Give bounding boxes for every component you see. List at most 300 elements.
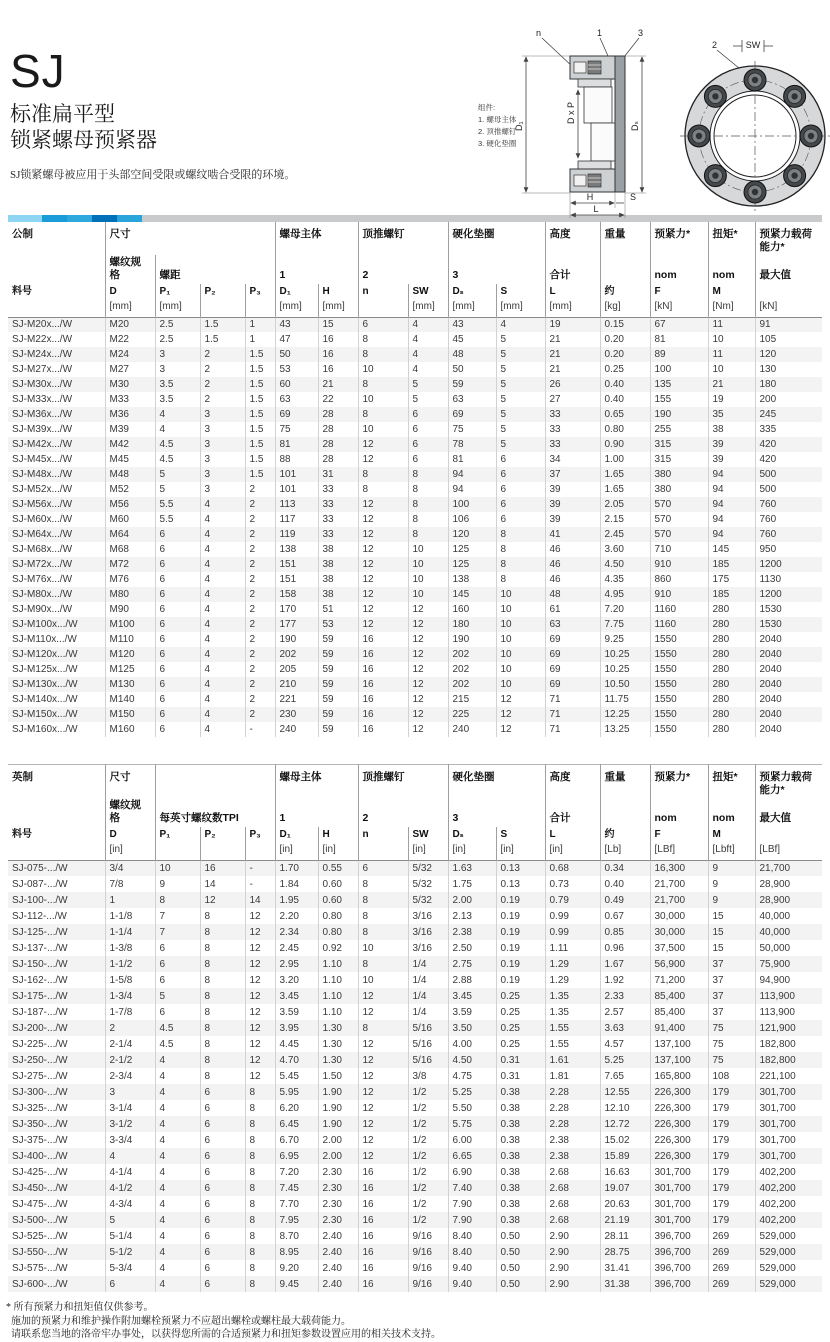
cell: 121,900 xyxy=(755,1020,822,1036)
cell: 71 xyxy=(545,707,600,722)
cell: 4 xyxy=(155,1132,200,1148)
header-cell: 料号 xyxy=(12,829,32,840)
table-row xyxy=(8,1052,822,1068)
cell: 2 xyxy=(200,347,245,362)
cell: 38 xyxy=(708,422,755,437)
cell: 8 xyxy=(358,482,408,497)
cell: 12 xyxy=(358,512,408,527)
cell: 6 xyxy=(200,1228,245,1244)
cell: 3.50 xyxy=(448,1020,496,1036)
cell: 179 xyxy=(708,1164,755,1180)
cell: 0.50 xyxy=(496,1244,545,1260)
cell: 5.25 xyxy=(448,1084,496,1100)
cell: 8 xyxy=(408,527,448,542)
cell: 0.25 xyxy=(600,362,650,377)
cell: SJ-M22x.../W xyxy=(12,334,73,345)
cell: 529,000 xyxy=(755,1276,822,1292)
cell: 15.89 xyxy=(600,1148,650,1164)
cell: 12 xyxy=(496,707,545,722)
table-row xyxy=(8,1212,822,1228)
cell: 177 xyxy=(275,617,318,632)
cell: 101 xyxy=(275,482,318,497)
cell: 6.95 xyxy=(275,1148,318,1164)
legend-title: 组件: xyxy=(478,103,496,112)
header-cell: nom xyxy=(650,255,708,283)
cell: 6 xyxy=(200,1164,245,1180)
cell: 1.5 xyxy=(245,407,275,422)
cell: 0.25 xyxy=(496,1004,545,1020)
cell: 5/16 xyxy=(408,1036,448,1052)
cell: 1.30 xyxy=(318,1036,358,1052)
cell: 5 xyxy=(496,437,545,452)
cell: 2 xyxy=(245,692,275,707)
cell: 12 xyxy=(496,722,545,737)
cell: 27 xyxy=(545,392,600,407)
cell: 7.65 xyxy=(600,1068,650,1084)
cell: 12 xyxy=(245,1068,275,1084)
header-cell: 英制 xyxy=(12,771,33,783)
cell: 0.55 xyxy=(318,860,358,876)
cell: 1/2 xyxy=(408,1132,448,1148)
cell: 3-1/4 xyxy=(105,1100,155,1116)
cell: M150 xyxy=(105,707,155,722)
cell: 3.63 xyxy=(600,1020,650,1036)
cell: 2.40 xyxy=(318,1276,358,1292)
cell: 2.40 xyxy=(318,1228,358,1244)
cell: SJ-575-.../W xyxy=(12,1262,68,1274)
cell: 94,900 xyxy=(755,972,822,988)
cell: 4.75 xyxy=(448,1068,496,1084)
cell: SJ-375-.../W xyxy=(12,1134,68,1146)
cell: 63 xyxy=(275,392,318,407)
cell: 1.30 xyxy=(318,1020,358,1036)
cell: 2040 xyxy=(755,677,822,692)
cell: 8 xyxy=(496,542,545,557)
cell: 12 xyxy=(408,647,448,662)
subtitle xyxy=(10,102,295,154)
table-row xyxy=(8,422,822,437)
cell: SJ-M48x.../W xyxy=(12,469,73,480)
header-cell: [in] xyxy=(105,843,155,861)
table-row xyxy=(8,587,822,602)
cell: 2.13 xyxy=(448,908,496,924)
cell: 6.00 xyxy=(448,1132,496,1148)
cell: 89 xyxy=(650,347,708,362)
cell: 0.99 xyxy=(545,924,600,940)
cell: 6 xyxy=(200,1100,245,1116)
cell: 2.30 xyxy=(318,1180,358,1196)
cell: 2.30 xyxy=(318,1164,358,1180)
label-dxp: D x P xyxy=(566,101,576,124)
cell: 6 xyxy=(200,1148,245,1164)
cell: SJ-M42x.../W xyxy=(12,439,73,450)
cell: 3.60 xyxy=(600,542,650,557)
cell: 37 xyxy=(545,467,600,482)
cell: 226,300 xyxy=(650,1116,708,1132)
cell: 2-1/2 xyxy=(105,1052,155,1068)
table-row xyxy=(8,542,822,557)
cell: 12 xyxy=(358,602,408,617)
cell: 2.38 xyxy=(545,1132,600,1148)
cell: 8 xyxy=(245,1244,275,1260)
cell: 16 xyxy=(358,707,408,722)
cell: 6 xyxy=(155,956,200,972)
cell: 5 xyxy=(496,392,545,407)
cell: 3 xyxy=(155,362,200,377)
cell: 15 xyxy=(708,924,755,940)
cell: 59 xyxy=(318,677,358,692)
cell: 1160 xyxy=(650,602,708,617)
cell: 6 xyxy=(200,1084,245,1100)
cell: 2.00 xyxy=(318,1132,358,1148)
cell: 2.90 xyxy=(545,1276,600,1292)
cell: 1550 xyxy=(650,707,708,722)
cell: SJ-M100x.../W xyxy=(12,619,78,630)
cell: 19.07 xyxy=(600,1180,650,1196)
cell: 0.38 xyxy=(496,1148,545,1164)
header-cell: 高度 xyxy=(545,222,600,255)
header-cell: 最大值 xyxy=(755,798,822,826)
cell: 69 xyxy=(275,407,318,422)
header-cell: [in] xyxy=(448,843,496,861)
cell: 15 xyxy=(318,317,358,332)
cell: 8 xyxy=(408,497,448,512)
cell: 6 xyxy=(155,662,200,677)
cell: 0.19 xyxy=(496,940,545,956)
cell: 1530 xyxy=(755,617,822,632)
cell: 0.19 xyxy=(496,908,545,924)
cell: 402,200 xyxy=(755,1164,822,1180)
header-cell: M xyxy=(708,827,755,843)
header-cell: [mm] xyxy=(318,300,358,318)
cell: 0.60 xyxy=(318,876,358,892)
cell: 12 xyxy=(245,1036,275,1052)
table-row xyxy=(8,956,822,972)
cell: 3.45 xyxy=(275,988,318,1004)
cell: 4.5 xyxy=(155,1020,200,1036)
cell: 4 xyxy=(155,1196,200,1212)
cell: 1.75 xyxy=(448,876,496,892)
cell: 4 xyxy=(408,347,448,362)
cell: 8 xyxy=(200,972,245,988)
header-cell: [kg] xyxy=(600,300,650,318)
cell: M30 xyxy=(105,377,155,392)
cell: 94 xyxy=(448,482,496,497)
cell: 3.95 xyxy=(275,1020,318,1036)
cell: M52 xyxy=(105,482,155,497)
cell: M76 xyxy=(105,572,155,587)
cell: 0.19 xyxy=(496,892,545,908)
cell: SJ-450-.../W xyxy=(12,1182,68,1194)
cell: - xyxy=(245,876,275,892)
cell: 12 xyxy=(358,1132,408,1148)
cell: 10.25 xyxy=(600,647,650,662)
cell: 6 xyxy=(155,527,200,542)
cell: 165,800 xyxy=(650,1068,708,1084)
cell: 5 xyxy=(105,1212,155,1228)
table-row xyxy=(8,1004,822,1020)
cell: 1.5 xyxy=(245,392,275,407)
cell: 12 xyxy=(358,497,408,512)
header-cell: 1 xyxy=(275,798,358,826)
cell: 8 xyxy=(245,1180,275,1196)
subtitle-line-1: 标准扁平型 xyxy=(10,103,115,126)
cell: 380 xyxy=(650,482,708,497)
header-cell: 2 xyxy=(358,255,448,283)
cell: SJ-M27x.../W xyxy=(12,364,73,375)
cell: 2.90 xyxy=(545,1260,600,1276)
cell: 1/2 xyxy=(408,1180,448,1196)
cell: 182,800 xyxy=(755,1036,822,1052)
cell: 2 xyxy=(200,377,245,392)
cell: 529,000 xyxy=(755,1244,822,1260)
cell: 37 xyxy=(708,956,755,972)
header-cell: 硬化垫圈 xyxy=(448,765,545,799)
cell: 9.40 xyxy=(448,1260,496,1276)
cell: 12 xyxy=(408,707,448,722)
cell: 12 xyxy=(245,1004,275,1020)
cell: 225 xyxy=(448,707,496,722)
table-row xyxy=(8,632,822,647)
cell: 205 xyxy=(275,662,318,677)
cell: 10 xyxy=(408,557,448,572)
table-row xyxy=(8,1244,822,1260)
cell: 5 xyxy=(155,482,200,497)
cell: 9 xyxy=(708,860,755,876)
cell: 8 xyxy=(496,572,545,587)
front-view-diagram xyxy=(678,38,830,213)
cell: 7 xyxy=(155,908,200,924)
header-cell: [mm] xyxy=(155,300,200,318)
cell: 215 xyxy=(448,692,496,707)
cell: 8 xyxy=(358,924,408,940)
footnote-line: 请联系您当地的洛帝牢办事处，以获得您所需的合适预紧力和扭矩参数设置应用的相关技术支持。 xyxy=(11,1329,441,1340)
cell: 5 xyxy=(155,988,200,1004)
cell: SJ-M72x.../W xyxy=(12,559,73,570)
cell: 5.25 xyxy=(600,1052,650,1068)
cell: 570 xyxy=(650,527,708,542)
cell: 4.5 xyxy=(155,437,200,452)
accent-bar-segment xyxy=(67,215,92,222)
header-cell: 螺母主体 xyxy=(275,222,358,255)
cell: 1.50 xyxy=(318,1068,358,1084)
cell: 1-3/8 xyxy=(105,940,155,956)
imperial-table-header xyxy=(8,765,822,861)
cell: SJ-550-.../W xyxy=(12,1246,68,1258)
cell: 59 xyxy=(318,632,358,647)
cell: 8 xyxy=(155,892,200,908)
header-cell: 2 xyxy=(358,798,448,826)
cell: 9.20 xyxy=(275,1260,318,1276)
cell: 529,000 xyxy=(755,1260,822,1276)
cell: 301,700 xyxy=(755,1116,822,1132)
header-cell: nom xyxy=(708,255,755,283)
cell: 10 xyxy=(496,617,545,632)
cell: 12 xyxy=(358,557,408,572)
cell: 2.50 xyxy=(448,940,496,956)
cell: 2.15 xyxy=(600,512,650,527)
cell: 13.25 xyxy=(600,722,650,737)
cell: M36 xyxy=(105,407,155,422)
cell: 6 xyxy=(496,512,545,527)
cell: SJ-M33x.../W xyxy=(12,394,73,405)
cell: 910 xyxy=(650,557,708,572)
cell: 33 xyxy=(545,422,600,437)
cell: 179 xyxy=(708,1084,755,1100)
cell: 8 xyxy=(408,512,448,527)
cell: 2.20 xyxy=(275,908,318,924)
cell: M48 xyxy=(105,467,155,482)
cell: 4 xyxy=(496,317,545,332)
table-row xyxy=(8,662,822,677)
cell: 1.11 xyxy=(545,940,600,956)
cell: 1.90 xyxy=(318,1100,358,1116)
header-cell: 合计 xyxy=(545,255,600,283)
legend-item: 3. 硬化垫圈 xyxy=(478,139,517,148)
cell: 6 xyxy=(496,482,545,497)
cell: 12 xyxy=(408,632,448,647)
cell: SJ-M52x.../W xyxy=(12,484,73,495)
header-cell: [LBf] xyxy=(755,843,822,861)
cell: 75 xyxy=(708,1052,755,1068)
cell: 3 xyxy=(200,437,245,452)
accent-bar xyxy=(8,215,822,222)
cell: 0.25 xyxy=(496,988,545,1004)
cell: 2 xyxy=(245,677,275,692)
cell: 2 xyxy=(245,662,275,677)
cell: 1.63 xyxy=(448,860,496,876)
cell: 175 xyxy=(708,572,755,587)
cell: 12 xyxy=(245,972,275,988)
header-cell: 尺寸 xyxy=(105,765,155,799)
cell: 0.80 xyxy=(318,908,358,924)
cell: 2.05 xyxy=(600,497,650,512)
header-cell xyxy=(245,843,275,861)
cell: 8 xyxy=(245,1164,275,1180)
cell: 0.80 xyxy=(600,422,650,437)
cell: 4 xyxy=(200,602,245,617)
cell: 1/4 xyxy=(408,972,448,988)
cell: 1550 xyxy=(650,722,708,737)
cell: 185 xyxy=(708,557,755,572)
cell: 6.45 xyxy=(275,1116,318,1132)
cell: 1 xyxy=(245,317,275,332)
cell: 2.95 xyxy=(275,956,318,972)
cell: 226,300 xyxy=(650,1148,708,1164)
cell: 202 xyxy=(448,677,496,692)
cell: 5 xyxy=(155,467,200,482)
cell: 6 xyxy=(358,317,408,332)
cell: SJ-175-.../W xyxy=(12,990,68,1002)
header-cell: [Nm] xyxy=(708,300,755,318)
header-cell: D₁ xyxy=(275,284,318,300)
cell: 8 xyxy=(358,892,408,908)
cell: 5.50 xyxy=(448,1100,496,1116)
cell: M42 xyxy=(105,437,155,452)
cell: 402,200 xyxy=(755,1212,822,1228)
cell: M80 xyxy=(105,587,155,602)
table-row xyxy=(8,617,822,632)
cell: 280 xyxy=(708,677,755,692)
cell: 12 xyxy=(358,527,408,542)
cell: 3-1/2 xyxy=(105,1116,155,1132)
cell: 4 xyxy=(155,422,200,437)
cell: 2040 xyxy=(755,647,822,662)
cell: 0.50 xyxy=(496,1260,545,1276)
cell: 4.70 xyxy=(275,1052,318,1068)
cell: SJ-M36x.../W xyxy=(12,409,73,420)
cell: 0.38 xyxy=(496,1180,545,1196)
cell: 12 xyxy=(200,892,245,908)
cell: 38 xyxy=(318,557,358,572)
cell: 9.25 xyxy=(600,632,650,647)
cell: 47 xyxy=(275,332,318,347)
cell: M39 xyxy=(105,422,155,437)
cell: 1/2 xyxy=(408,1100,448,1116)
header-cell: [in] xyxy=(408,843,448,861)
cell: SJ-225-.../W xyxy=(12,1038,68,1050)
cell: 10 xyxy=(358,940,408,956)
cell: 4 xyxy=(408,332,448,347)
cell: 301,700 xyxy=(650,1196,708,1212)
cell: 2 xyxy=(245,602,275,617)
cell: 2.00 xyxy=(318,1148,358,1164)
header-cell: [kN] xyxy=(755,300,822,318)
cell: 1550 xyxy=(650,692,708,707)
header-cell: P₃ xyxy=(245,284,275,300)
cell: 245 xyxy=(755,407,822,422)
table-row xyxy=(8,1100,822,1116)
cell: 570 xyxy=(650,497,708,512)
cell: 16 xyxy=(358,1180,408,1196)
cell: 71,200 xyxy=(650,972,708,988)
cell: 59 xyxy=(318,707,358,722)
cell: 40,000 xyxy=(755,908,822,924)
cell: 2.34 xyxy=(275,924,318,940)
cell: 46 xyxy=(545,557,600,572)
header-cell: [mm] xyxy=(496,300,545,318)
cell: 38 xyxy=(318,572,358,587)
cell: M130 xyxy=(105,677,155,692)
cell: 301,700 xyxy=(755,1100,822,1116)
cell: 420 xyxy=(755,452,822,467)
cell: 2.75 xyxy=(448,956,496,972)
cell: 180 xyxy=(448,617,496,632)
cell: 10 xyxy=(496,632,545,647)
header-cell: 扭矩* xyxy=(708,222,755,255)
cell: 7.45 xyxy=(275,1180,318,1196)
cell: 0.40 xyxy=(600,392,650,407)
cell: 8 xyxy=(200,924,245,940)
cell: 12 xyxy=(358,572,408,587)
cell: 4 xyxy=(155,1148,200,1164)
cell: 8 xyxy=(358,1020,408,1036)
cell: 69 xyxy=(448,407,496,422)
table-row xyxy=(8,497,822,512)
cell: 12 xyxy=(245,940,275,956)
cell: 28 xyxy=(318,407,358,422)
table-row xyxy=(8,572,822,587)
cell: 35 xyxy=(708,407,755,422)
cell: 12 xyxy=(245,956,275,972)
cell: 39 xyxy=(545,512,600,527)
cell: 1.5 xyxy=(200,332,245,347)
cell: 4 xyxy=(200,722,245,737)
cell: 4 xyxy=(155,1212,200,1228)
cell: 240 xyxy=(448,722,496,737)
cell: 396,700 xyxy=(650,1244,708,1260)
cell: 39 xyxy=(545,497,600,512)
